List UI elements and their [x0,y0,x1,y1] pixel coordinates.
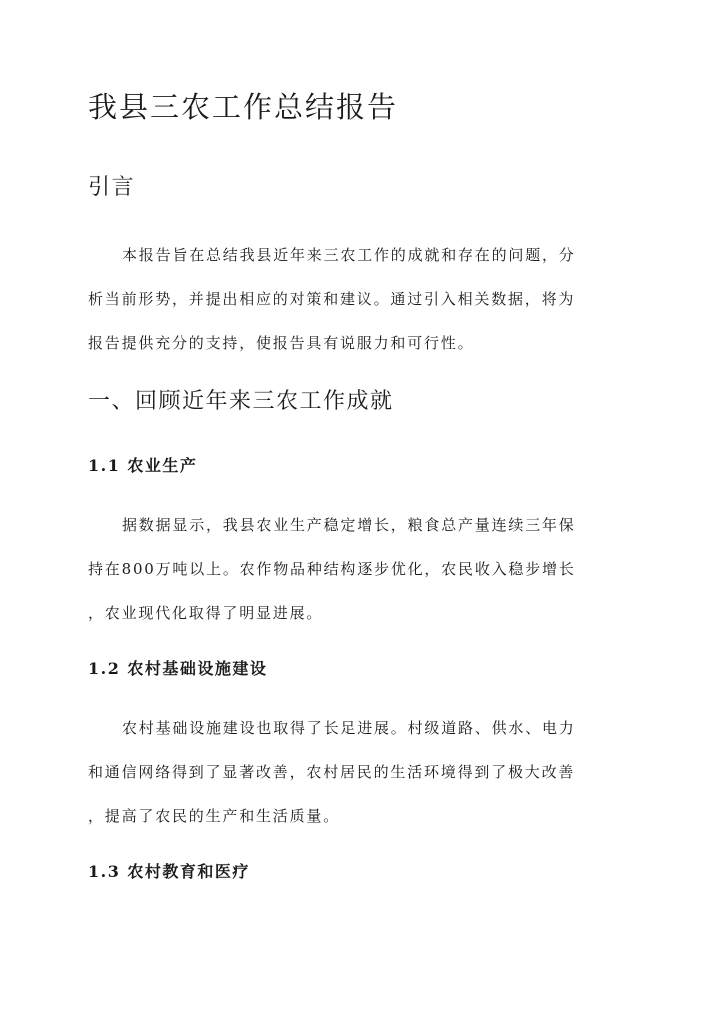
subsection-1-3-heading: 1.3 农村教育和医疗 [88,862,250,881]
subsection-1-1-paragraph [88,503,634,635]
intro-line-3: 报告提供充分的支持，使报告具有说服力和可行性。 [88,334,475,352]
subsection-1-1-heading: 1.1 农业生产 [88,456,198,475]
sub1-line-3: ，农业现代化取得了明显进展。 [88,604,324,622]
intro-line-2: 析当前形势，并提出相应的对策和建议。通过引入相关数据，将为 [88,290,576,308]
sub2-line-1: 农村基础设施建设也取得了长足进展。村级道路、供水、电力 [122,719,576,737]
intro-line-1: 本报告旨在总结我县近年来三农工作的成就和存在的问题，分 [122,246,576,264]
intro-paragraph [88,233,634,365]
sub1-line-2: 持在800万吨以上。农作物品种结构逐步优化，农民收入稳步增长 [88,560,576,578]
subsection-1-2-heading: 1.2 农村基础设施建设 [88,659,268,678]
document-title: 我县三农工作总结报告 [88,90,399,124]
sub1-line-1: 据数据显示，我县农业生产稳定增长，粮食总产量连续三年保 [122,516,576,534]
sub2-line-2: 和通信网络得到了显著改善，农村居民的生活环境得到了极大改善 [88,763,576,781]
intro-heading: 引言 [88,175,136,200]
sub2-line-3: ，提高了农民的生产和生活质量。 [88,807,341,825]
section1-heading: 一、回顾近年来三农工作成就 [88,389,394,414]
subsection-1-2-paragraph [88,706,634,838]
